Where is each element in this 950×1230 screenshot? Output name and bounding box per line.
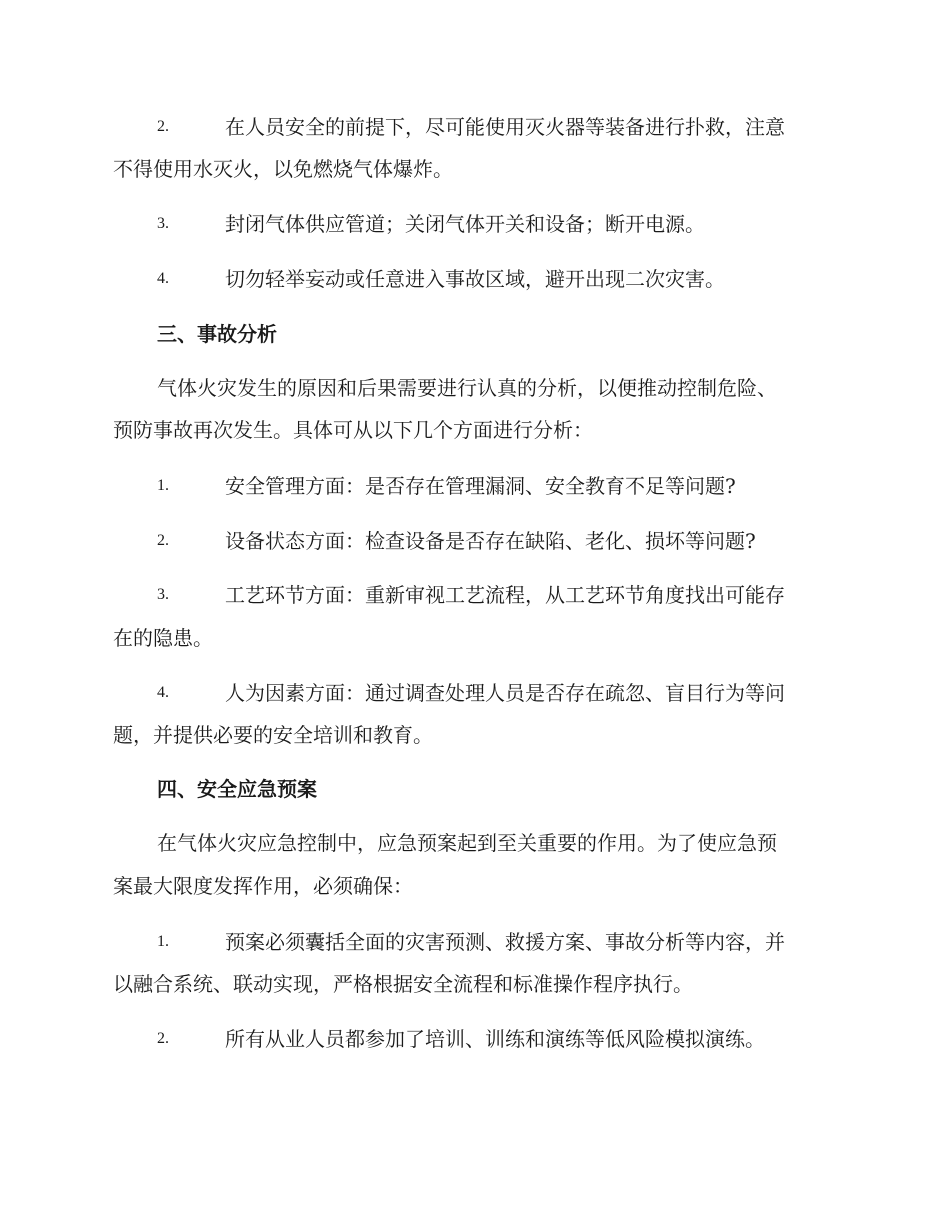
- list-item-number: 2.: [157, 1030, 169, 1047]
- list-item-number: 1.: [157, 477, 169, 494]
- list-item-text: 设备状态方面：检查设备是否存在缺陷、老化、损坏等问题?: [225, 529, 756, 553]
- paragraph-text: 在气体火灾应急控制中，应急预案起到至关重要的作用。为了使应急预: [157, 831, 777, 855]
- list-item-text-continued: 题，并提供必要的安全培训和教育。: [113, 723, 433, 747]
- list-item-text: 在人员安全的前提下，尽可能使用灭火器等装备进行扑救，注意: [225, 115, 785, 139]
- list-item-text-continued: 以融合系统、联动实现，严格根据安全流程和标准操作程序执行。: [113, 972, 693, 996]
- list-item-text: 所有从业人员都参加了培训、训练和演练等低风险模拟演练。: [225, 1027, 765, 1051]
- section-heading: 四、安全应急预案: [157, 777, 317, 801]
- list-item-number: 2.: [157, 532, 169, 549]
- list-item-number: 2.: [157, 118, 169, 135]
- paragraph-text: 气体火灾发生的原因和后果需要进行认真的分析，以便推动控制危险、: [157, 376, 777, 400]
- list-item-number: 3.: [157, 586, 169, 603]
- list-item-text: 封闭气体供应管道；关闭气体开关和设备；断开电源。: [225, 212, 705, 236]
- list-item-number: 4.: [157, 684, 169, 701]
- list-item-number: 3.: [157, 215, 169, 232]
- section-heading: 三、事故分析: [157, 322, 277, 346]
- list-item-text: 安全管理方面：是否存在管理漏洞、安全教育不足等问题?: [225, 474, 736, 498]
- list-item-text: 预案必须囊括全面的灾害预测、救援方案、事故分析等内容，并: [225, 930, 785, 954]
- list-item-text: 工艺环节方面：重新审视工艺流程，从工艺环节角度找出可能存: [225, 583, 785, 607]
- list-item-text: 切勿轻举妄动或任意进入事故区域，避开出现二次灾害。: [225, 267, 725, 291]
- paragraph-text-continued: 案最大限度发挥作用，必须确保：: [113, 874, 413, 898]
- list-item-number: 1.: [157, 933, 169, 950]
- list-item-text: 人为因素方面：通过调查处理人员是否存在疏忽、盲目行为等问: [225, 681, 785, 705]
- list-item-text-continued: 不得使用水灭火，以免燃烧气体爆炸。: [113, 157, 453, 181]
- paragraph-text-continued: 预防事故再次发生。具体可从以下几个方面进行分析：: [113, 418, 593, 442]
- list-item-number: 4.: [157, 270, 169, 287]
- list-item-text-continued: 在的隐患。: [113, 626, 213, 650]
